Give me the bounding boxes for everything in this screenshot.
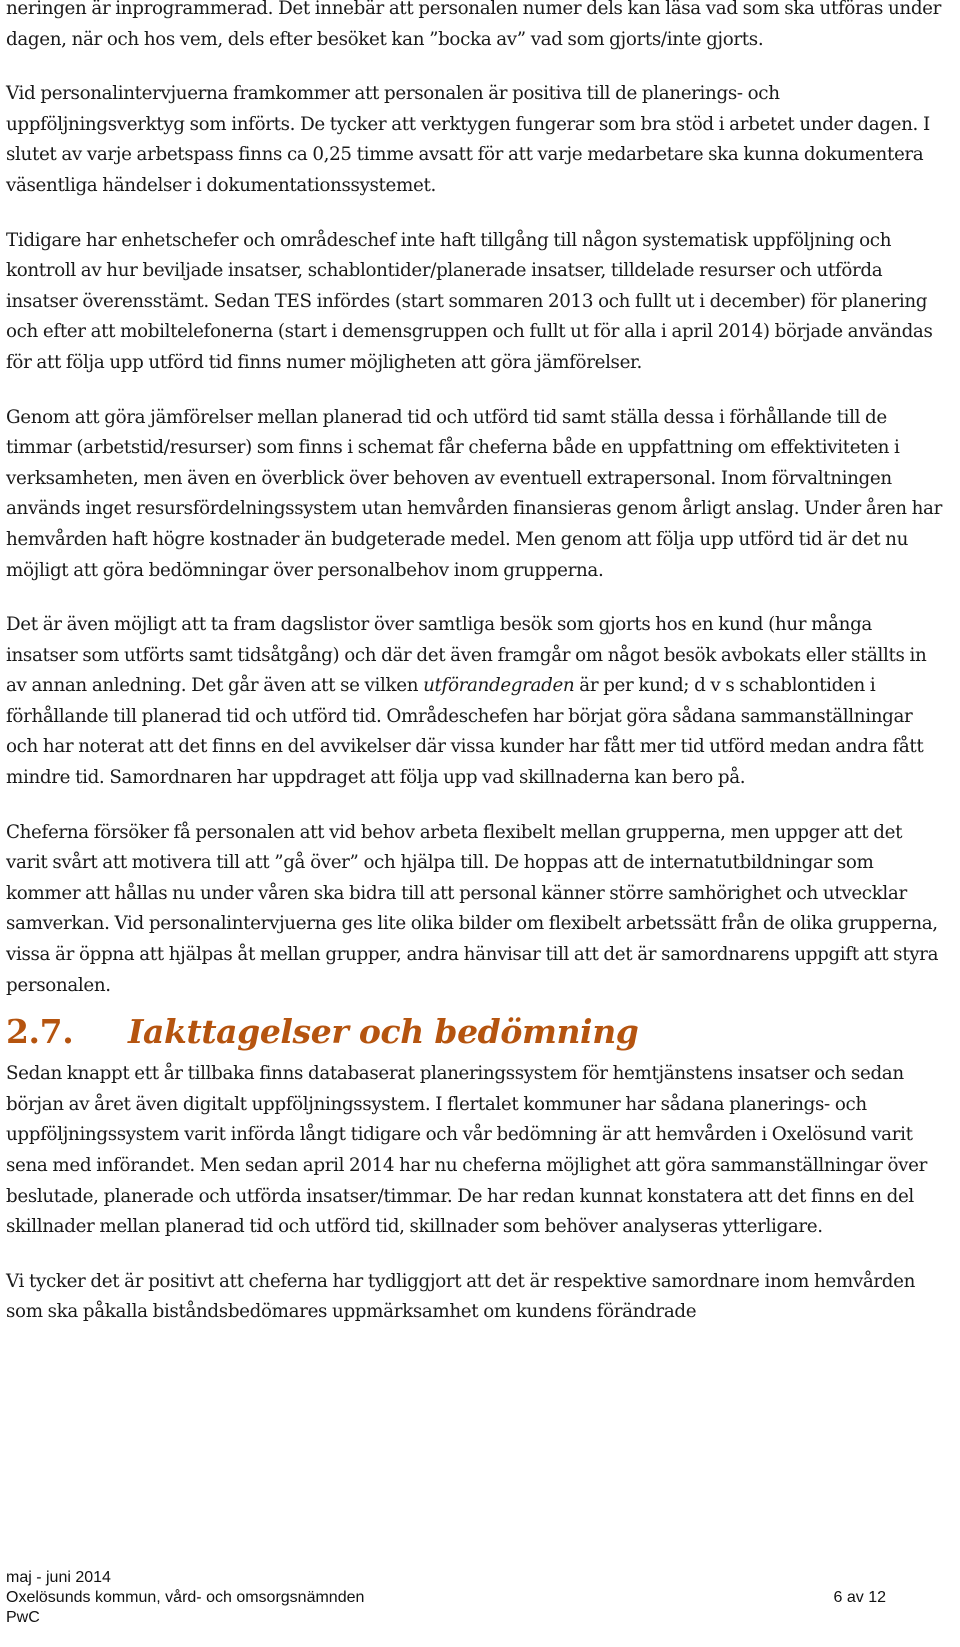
paragraph-5-part-2: är per kund; d v s schablontiden i förhållande till planerad tid och utförd tid. Områdeschefen har börjat göra sådana sammanställningar och har noterat att det finns en del avvikelser där vissa kunder har fått mer tid utförd medan andra fått mindre tid. Samordnaren har uppdraget att följa upp vad skillnaderna kan bero på. <box>6 675 924 789</box>
emphasis-utforandegraden: utförandegraden <box>423 675 575 697</box>
section-number: 2.7. <box>6 1012 74 1052</box>
footer-date: maj - juni 2014 <box>6 1569 111 1586</box>
page-footer <box>6 1568 886 1628</box>
footer-row <box>6 1588 886 1608</box>
section-heading <box>6 1011 946 1053</box>
paragraph-4: Genom att göra jämförelser mellan planerad tid och utförd tid samt ställa dessa i förhållande till de timmar (arbetstid/resurser) som finns i schemat får cheferna både en uppfattning om effektiviteten i verksamheten, men även en överblick över behoven av eventuell extrapersonal. Inom förvaltningen används inget resursfördelningssystem utan hemvården finansieras genom årligt anslag. Under åren har hemvården haft högre kostnader än budgeterade medel. Men genom att följa upp utförd tid är det nu möjligt att göra bedömningar över personalbehov inom grupperna. <box>6 406 942 581</box>
section-title: Iakttagelser och bedömning <box>128 1012 639 1052</box>
footer-company: PwC <box>6 1609 40 1626</box>
paragraph-2: Vid personalintervjuerna framkommer att personalen är positiva till de planerings- och uppföljningsverktyg som införts. De tycker att verktygen fungerar som bra stöd i arbetet under dagen. I slutet av varje arbetspass finns ca 0,25 timme avsatt för att varje medarbetare ska kunna dokumentera väsentliga händelser i dokumentationssystemet. <box>6 83 930 196</box>
footer-organization: Oxelösunds kommun, vård- och omsorgsnämnden <box>6 1589 365 1606</box>
page-number: 6 av 12 <box>833 1589 886 1606</box>
paragraph-7: Sedan knappt ett år tillbaka finns databaserat planeringssystem för hemtjänstens insatser och sedan början av året även digitalt uppföljningssystem. I flertalet kommuner har sådana planerings- och uppföljningssystem varit införda långt tidigare och vår bedömning är att hemvården i Oxelösund varit sena med införandet. Men sedan april 2014 har nu cheferna möjlighet att göra sammanställningar över beslutade, planerade och utförda insatser/timmar. De har redan kunnat konstatera att det finns en del skillnader mellan planerad tid och utförd tid, skillnader som behöver analyseras ytterligare. <box>6 1063 928 1238</box>
paragraph-8: Vi tycker det är positivt att cheferna har tydliggjort att det är respektive samordnare inom hemvården som ska påkalla biståndsbedömares uppmärksamhet om kundens förändrade <box>6 1270 916 1323</box>
paragraph-5-part-1: Det är även möjligt att ta fram dagslistor över samtliga besök som gjorts hos en kund (hur många insatser som utförts samt tidsåtgång) och där det även framgår om något besök avbokats eller ställts in av annan anledning. Det går även att se vilken <box>6 614 927 697</box>
paragraph-5 <box>6 610 946 794</box>
paragraph-1: neringen är inprogrammerad. Det innebär att personalen numer dels kan läsa vad som ska utföras under dagen, när och hos vem, dels efter besöket kan ”bocka av” vad som gjorts/inte gjorts. <box>6 0 942 50</box>
body-text <box>6 0 946 1352</box>
paragraph-6: Cheferna försöker få personalen att vid behov arbeta flexibelt mellan grupperna, men uppger att det varit svårt att motivera till att ”gå över” och hjälpa till. De hoppas att de internatutbildningar som kommer att hållas nu under våren ska bidra till att personal känner större samhörighet och utvecklar samverkan. Vid personalintervjuerna ges lite olika bilder om flexibelt arbetssätt från de olika grupperna, vissa är öppna att hjälpas åt mellan grupper, andra hänvisar till att det är samordnarens uppgift att styra personalen. <box>6 821 939 996</box>
paragraph-3: Tidigare har enhetschefer och områdeschef inte haft tillgång till någon systematisk uppföljning och kontroll av hur beviljade insatser, schablontider/planerade insatser, tilldelade resurser och utförda insatser överensstämt. Sedan TES infördes (start sommaren 2013 och fullt ut i december) för planering och efter att mobiltelefonerna (start i demensgruppen och fullt ut för alla i april 2014) började användas för att följa upp utförd tid finns numer möjligheten att göra jämförelser. <box>6 229 933 373</box>
